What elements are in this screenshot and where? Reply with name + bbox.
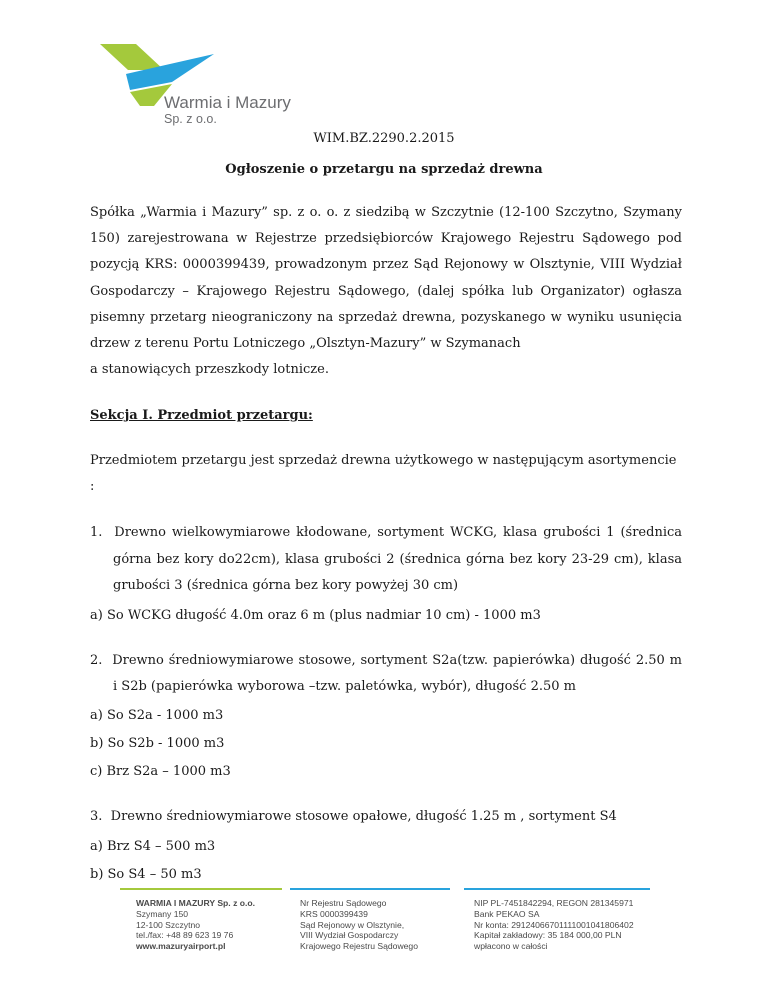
item-number: 3.: [90, 809, 103, 825]
intro-paragraph-tail: a stanowiących przeszkody lotnicze.: [90, 362, 329, 378]
footer-bank-line: NIP PL-7451842294, REGON 281345971: [474, 898, 634, 908]
list-item: [90, 648, 682, 701]
item-text: Drewno średniowymiarowe stosowe, sortyment S2a(tzw. papierówka) długość 2.50 m i S2b (papierówka wyborowa –tzw. paletówka, wybór), długość 2.50 m: [112, 652, 682, 695]
footer-company-name: WARMIA I MAZURY Sp. z o.o.: [136, 898, 256, 908]
logo-green-wing: [100, 44, 164, 70]
document-body: [90, 200, 682, 887]
item-number: 2.: [90, 652, 103, 668]
page-footer: [120, 888, 650, 968]
logo-name: Warmia i Mazury: [164, 93, 291, 112]
document-title: Ogłoszenie o przetargu na sprzedaż drewna: [225, 162, 543, 177]
footer-bank-line: Kapitał zakładowy: 35 184 000,00 PLN: [474, 930, 622, 941]
item-number: 1.: [90, 525, 103, 541]
sub-item: a) So WCKG długość 4.0m oraz 6 m (plus nadmiar 10 cm) - 1000 m3: [90, 607, 541, 623]
footer-registry-line: Sąd Rejonowy w Olsztynie,: [300, 919, 405, 930]
intro-paragraph: Spółka „Warmia i Mazury” sp. z o. o. z siedzibą w Szczytnie (12-100 Szczytno, Szymany 150) zarejestrowana w Rejestrze przedsiębiorców Krajowego Rejestru Sądowego pod pozycją KRS: 0000399439, prowadzonym przez Sąd Rejonowy w Olsztynie, VIII Wydział Gospodarczy – Krajowego Rejestru Sądowego, (dalej spółka lub Organizator) ogłasza pisemny przetarg nieograniczony na sprzedaż drewna, pozyskanego w wyniku usunięcia drzew z terenu Portu Lotniczego „Olsztyn-Mazury” w Szymanach: [90, 205, 682, 352]
footer-registry-line: Nr Rejestru Sądowego: [300, 898, 387, 908]
footer-registry-column: [290, 888, 450, 952]
list-item: [90, 804, 682, 830]
footer-bank-line: wpłacono w całości: [474, 941, 548, 952]
list-item: [90, 520, 682, 599]
section-intro: [90, 448, 682, 500]
footer-bank-column: [464, 888, 650, 952]
footer-website-link[interactable]: www.mazuryairport.pl: [136, 941, 226, 952]
footer-divider-blue: [290, 888, 450, 890]
item-text: Drewno wielkowymiarowe kłodowane, sortyment WCKG, klasa grubości 1 (średnica górna bez kory do22cm), klasa grubości 2 (średnica górna bez kory 23-29 cm), klasa grubości 3 (średnica górna bez kory powyżej 30 cm): [113, 525, 683, 594]
footer-address-line: 12-100 Szczytno: [136, 919, 201, 930]
footer-registry-line: KRS 0000399439: [300, 908, 368, 919]
section-heading: Sekcja I. Przedmiot przetargu:: [90, 408, 313, 424]
footer-bank-line: Bank PEKAO SA: [474, 908, 540, 919]
footer-address-line: tel./fax: +48 89 623 19 76: [136, 930, 234, 941]
footer-registry-line: VIII Wydział Gospodarczy: [300, 930, 399, 941]
items-list: [90, 520, 682, 886]
sub-item: c) Brz S2a – 1000 m3: [90, 764, 231, 780]
sub-item: b) So S2b - 1000 m3: [90, 736, 225, 752]
footer-divider-blue: [464, 888, 650, 890]
logo-text: [164, 93, 291, 126]
footer-bank-line: Nr konta: 29124066701111001041806402: [474, 919, 634, 930]
sub-item: b) So S4 – 50 m3: [90, 866, 202, 882]
logo-subtitle: Sp. z o.o.: [164, 112, 217, 126]
footer-address-line: Szymany 150: [136, 908, 189, 919]
footer-divider-green: [120, 888, 282, 890]
footer-company-column: [120, 888, 282, 952]
section-intro-text: Przedmiotem przetargu jest sprzedaż drewna użytkowego w następującym asortymencie: [90, 453, 677, 469]
footer-registry-line: Krajowego Rejestru Sądowego: [300, 941, 418, 952]
document-reference: WIM.BZ.2290.2.2015: [313, 131, 455, 146]
sub-item: a) So S2a - 1000 m3: [90, 708, 224, 724]
section-intro-colon: :: [90, 479, 95, 495]
sub-item: a) Brz S4 – 500 m3: [90, 838, 216, 854]
item-text: Drewno średniowymiarowe stosowe opałowe, długość 1.25 m , sortyment S4: [110, 809, 617, 825]
